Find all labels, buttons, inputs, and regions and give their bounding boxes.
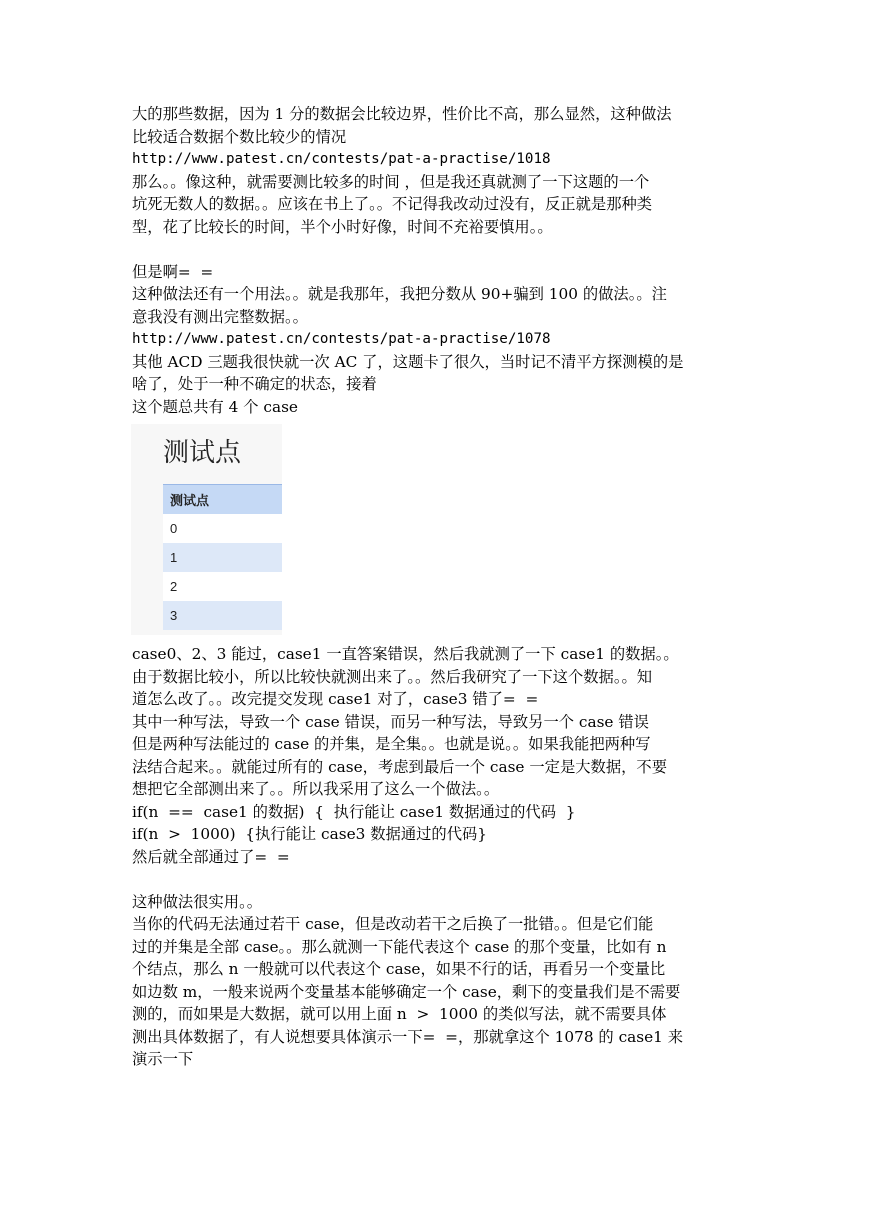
test-points-title: 测试点 [163,437,242,467]
text-line: 法结合起来。。就能过所有的 case，考虑到最后一个 case 一定是大数据，不要 [132,757,668,776]
text-line: 但是两种写法能过的 case 的并集，是全集。。也就是说。。如果我能把两种写 [132,735,651,753]
test-point-row: 0 [163,514,282,543]
text-line: 这个题总共有 4 个 case [132,397,298,416]
test-points-header: 测试点 [163,485,282,515]
blank-line [132,868,742,891]
text-line: 其中一种写法，导致一个 case 错误，而另一种写法，导致另一个 case 错误 [132,712,649,731]
text-line: 测的，而如果是大数据，就可以用上面 n > 1000 的类似写法，就不需要具体 [132,1005,667,1023]
text-line: 啥了，处于一种不确定的状态，接着 [132,375,377,393]
text-line: 这种做法还有一个用法。。就是我那年，我把分数从 90+骗到 100 的做法。。注 [132,285,667,303]
text-line: 当你的代码无法通过若干 case，但是改动若干之后换了一批错。。但是它们能 [132,915,654,933]
text-line: 如边数 m，一般来说两个变量基本能够确定一个 case，剩下的变量我们是不需要 [132,982,681,1001]
blank-line [132,238,742,261]
text-line: 型，花了比较长的时间，半个小时好像，时间不充裕要慎用。。 [132,217,553,236]
text-line: 过的并集是全部 case。。那么就测一下能代表这个 case 的那个变量，比如有 n [132,937,667,956]
text-line: 比较适合数据个数比较少的情况 [132,127,347,146]
test-point-row: 3 [163,601,282,630]
text-line: 其他 ACD 三题我很快就一次 AC 了，这题卡了很久，当时记不清平方探测模的是 [132,352,684,371]
text-line: 道怎么改了。。改完提交发现 case1 对了，case3 错了= = [132,690,539,708]
test-point-row: 1 [163,543,282,572]
text-line: 这种做法很实用。。 [132,892,263,911]
url-line: http://www.patest.cn/contests/pat-a-practise/1078 [132,331,551,347]
document-body [132,103,742,1071]
text-line: case0、2、3 能过，case1 一直答案错误，然后我就测了一下 case1 的数据。。 [132,645,679,663]
test-points-screenshot [131,424,282,635]
text-line: 意我没有测出完整数据。。 [132,307,308,326]
text-line: 然后就全部通过了= = [132,847,290,866]
text-line: 那么。。像这种，就需要测比较多的时间 ，但是我还真就测了一下这题的一个 [132,172,650,191]
text-line: 个结点，那么 n 一般就可以代表这个 case，如果不行的话，再看另一个变量比 [132,960,666,978]
test-point-row: 2 [163,572,282,601]
text-line: 测出具体数据了，有人说想要具体演示一下= =，那就拿这个 1078 的 case1 来 [132,1027,684,1046]
code-line: if(n == case1 的数据) { 执行能让 case1 数据通过的代码 } [132,802,576,821]
text-line: 但是啊= = [132,262,214,281]
text-line: 由于数据比较小，所以比较快就测出来了。。然后我研究了一下这个数据。。知 [132,667,653,686]
url-line: http://www.patest.cn/contests/pat-a-practise/1018 [132,151,551,167]
code-line: if(n > 1000) {执行能让 case3 数据通过的代码} [132,825,488,843]
text-line: 想把它全部测出来了。。所以我采用了这么一个做法。。 [132,780,500,798]
text-line: 大的那些数据，因为 1 分的数据会比较边界，性价比不高，那么显然，这种做法 [132,105,672,123]
text-line: 坑死无数人的数据。。应该在书上了。。不记得我改动过没有，反正就是那种类 [132,195,653,213]
text-line: 演示一下 [132,1050,194,1068]
test-points-table [163,484,282,630]
